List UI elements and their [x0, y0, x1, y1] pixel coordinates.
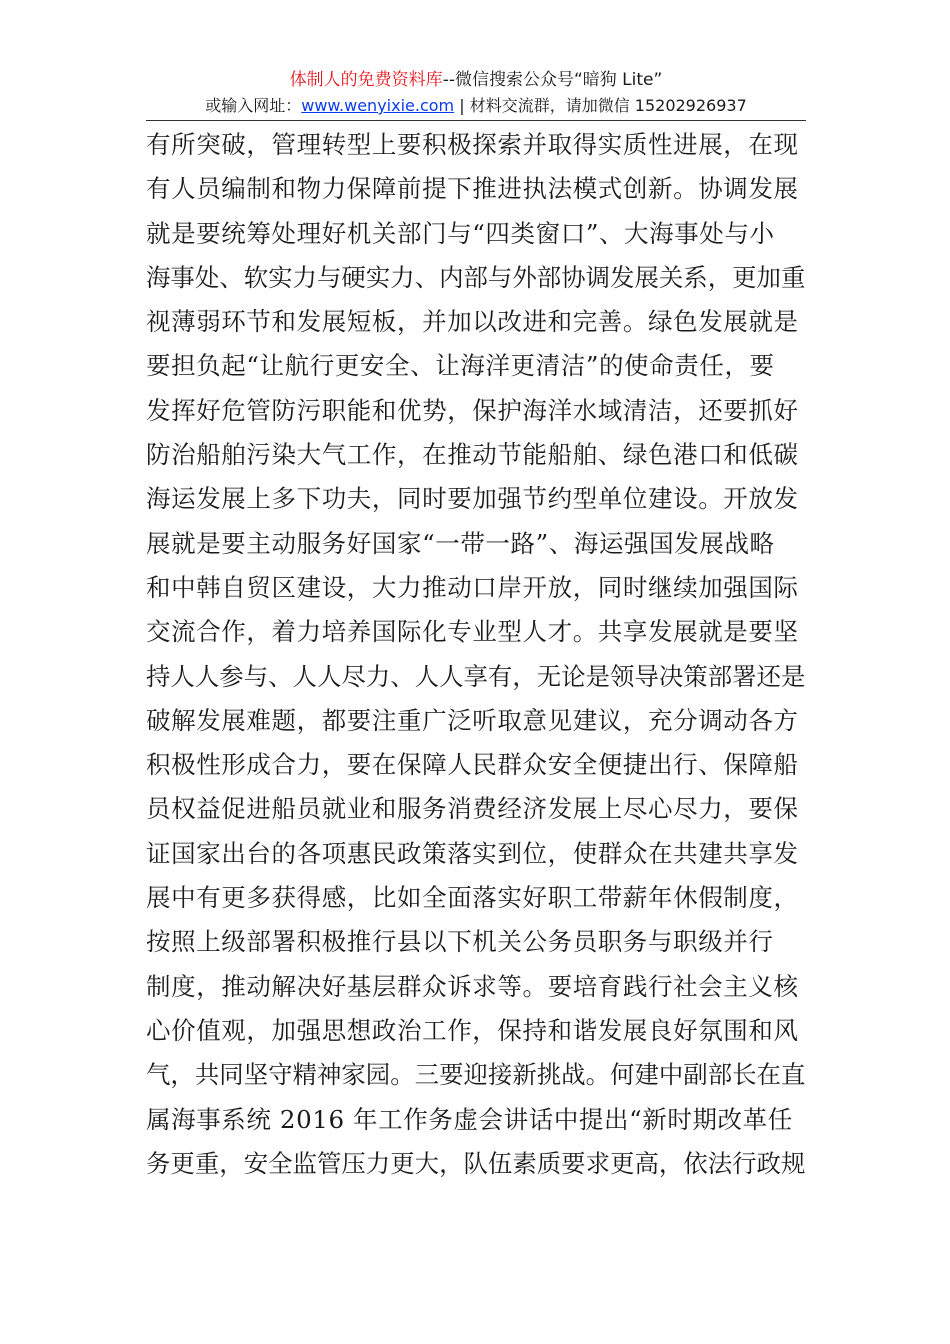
- header-tagline: --微信搜索公众号“暗狗 Lite”: [442, 70, 663, 90]
- body-line: 展中有更多获得感，比如全面落实好职工带薪年休假制度，: [146, 883, 799, 913]
- body-line: 积极性形成合力，要在保障人民群众安全便捷出行、保障船: [146, 750, 799, 780]
- body-line: 交流合作，着力培养国际化专业型人才。共享发展就是要坚: [146, 617, 799, 647]
- body-line: 防治船舶污染大气工作，在推动节能船舶、绿色港口和低碳: [146, 440, 799, 470]
- body-line: 证国家出台的各项惠民政策落实到位，使群众在共建共享发: [146, 838, 799, 868]
- body-line: 海事处、软实力与硬实力、内部与外部协调发展关系，更加重: [146, 262, 806, 292]
- body-line: 和中韩自贸区建设，大力推动口岸开放，同时继续加强国际: [146, 572, 799, 602]
- header-url-link[interactable]: www.wenyixie.com: [301, 96, 455, 115]
- header-title-line: [146, 68, 806, 92]
- body-line: 务更重，安全监管压力更大，队伍素质要求更高，依法行政规: [146, 1148, 806, 1178]
- body-line: 海运发展上多下功夫，同时要加强节约型单位建设。开放发: [146, 484, 799, 514]
- body-line: 就是要统筹处理好机关部门与“四类窗口”、大海事处与小: [146, 218, 775, 248]
- header-contact: 材料交流群，请加微信 15202926937: [469, 96, 747, 115]
- body-line: 属海事系统 2016 年工作务虚会讲话中提出“新时期改革任: [146, 1104, 793, 1134]
- body-line: 有人员编制和物力保障前提下推进执法模式创新。协调发展: [146, 174, 799, 204]
- header-brand: 体制人的免费资料库: [289, 70, 443, 90]
- body-line: 破解发展难题，都要注重广泛听取意见建议，充分调动各方: [146, 705, 799, 735]
- body-line: 按照上级部署积极推行县以下机关公务员职务与职级并行: [146, 927, 774, 957]
- body-line: 员权益促进船员就业和服务消费经济发展上尽心尽力，要保: [146, 794, 799, 824]
- body-line: 要担负起“让航行更安全、让海洋更清洁”的使命责任，要: [146, 351, 775, 381]
- body-line: 发挥好危管防污职能和优势，保护海洋水域清洁，还要抓好: [146, 395, 799, 425]
- body-line: 视薄弱环节和发展短板，并加以改进和完善。绿色发展就是: [146, 307, 799, 337]
- page-header: [146, 68, 806, 118]
- body-line: 展就是要主动服务好国家“一带一路”、海运强国发展战略: [146, 528, 775, 558]
- body-line: 制度，推动解决好基层群众诉求等。要培育践行社会主义核: [146, 971, 799, 1001]
- body-line: 心价值观，加强思想政治工作，保持和谐发展良好氛围和风: [146, 1015, 799, 1045]
- document-body: [146, 123, 806, 1186]
- header-url-prefix: 或输入网址：: [205, 96, 302, 115]
- header-divider: [146, 120, 806, 121]
- header-separator: |: [454, 96, 470, 115]
- header-contact-line: [146, 94, 806, 118]
- body-line: 有所突破，管理转型上要积极探索并取得实质性进展，在现: [146, 130, 799, 159]
- body-line: 气，共同坚守精神家园。三要迎接新挑战。何建中副部长在直: [146, 1060, 806, 1090]
- body-line: 持人人参与、人人尽力、人人享有，无论是领导决策部署还是: [146, 661, 806, 691]
